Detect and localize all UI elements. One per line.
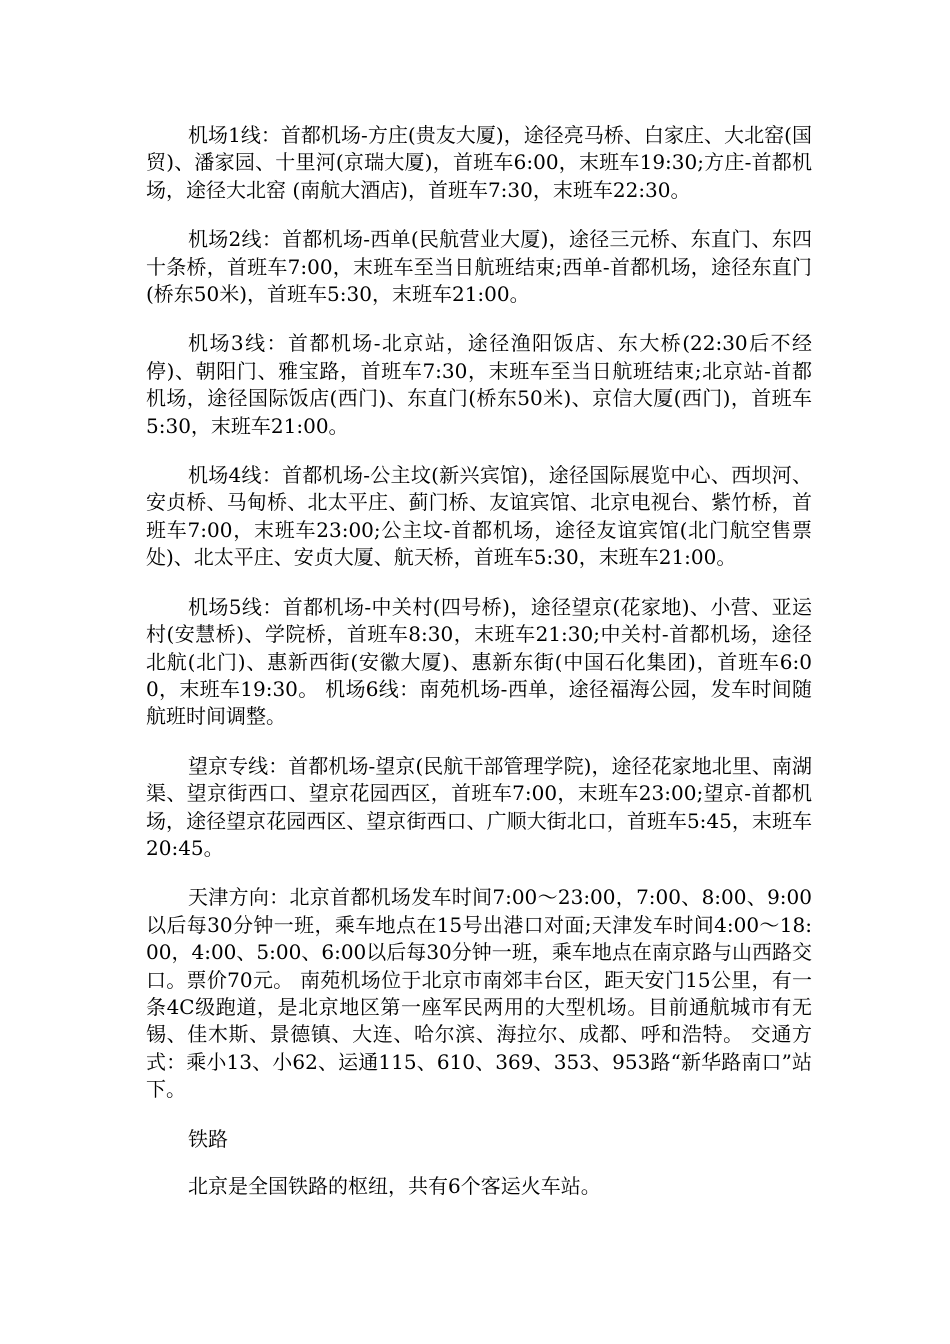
- paragraph-airport-line-3: 机场3线：首都机场-北京站，途径渔阳饭店、东大桥(22:30后不经停)、朝阳门、雅宝路，首班车7:30，末班车至当日航班结束;北京站-首都机场，途径国际饭店(西门)、东直门(桥东50米)、京信大厦(西门)，首班车5:30，末班车21:00。: [146, 331, 812, 438]
- paragraph-airport-line-5-6: 机场5线：首都机场-中关村(四号桥)，途径望京(花家地)、小营、亚运村(安慧桥)、学院桥，首班车8:30，末班车21:30;中关村-首都机场，途径北航(北门)、惠新西街(安徽大厦)、惠新东街(中国石化集团)，首班车6:00，末班车19:30。 机场6线：南苑机场-西单，途径福海公园，发车时间随航班时间调整。: [146, 594, 812, 729]
- paragraph-airport-line-2: 机场2线：首都机场-西单(民航营业大厦)，途径三元桥、东直门、东四十条桥，首班车7:00，末班车至当日航班结束;西单-首都机场，途径东直门(桥东50米)，首班车5:30，末班车21:00。: [146, 227, 812, 307]
- document-body: [146, 122, 812, 1220]
- paragraph-railway-intro: 北京是全国铁路的枢纽，共有6个客运火车站。: [188, 1174, 601, 1198]
- paragraph-tianjin-nanyuan: 天津方向：北京首都机场发车时间7:00～23:00，7:00、8:00、9:00以后每30分钟一班，乘车地点在15号出港口对面;天津发车时间4:00～18:00，4:00、5:00、6:00以后每30分钟一班，乘车地点在南京路与山西路交口。票价70元。 南苑机场位于北京市南郊丰台区，距天安门15公里，有一条4C级跑道，是北京地区第一座军民两用的大型机场。目前通航城市有无锡、佳木斯、景德镇、大连、哈尔滨、海拉尔、成都、呼和浩特。 交通方式：乘小13、小62、运通115、610、369、353、953路“新华路南口”站下。: [146, 885, 812, 1102]
- paragraph-airport-line-1: 机场1线：首都机场-方庄(贵友大厦)，途径亮马桥、白家庄、大北窑(国贸)、潘家园、十里河(京瑞大厦)，首班车6:00，末班车19:30;方庄-首都机场，途径大北窑 (南航大酒店)，首班车7:30，末班车22:30。: [146, 123, 812, 202]
- heading-railway: 铁路: [188, 1126, 228, 1151]
- paragraph-airport-line-4: 机场4线：首都机场-公主坟(新兴宾馆)，途径国际展览中心、西坝河、安贞桥、马甸桥、北太平庄、蓟门桥、友谊宾馆、北京电视台、紫竹桥，首班车7:00，末班车23:00;公主坟-首都机场，途径友谊宾馆(北门航空售票处)、北太平庄、安贞大厦、航天桥，首班车5:30，末班车21:00。: [146, 463, 812, 570]
- paragraph-wangjing-line: 望京专线：首都机场-望京(民航干部管理学院)，途径花家地北里、南湖渠、望京街西口、望京花园西区，首班车7:00，末班车23:00;望京-首都机场，途径望京花园西区、望京街西口、广顺大街北口，首班车5:45，末班车20:45。: [146, 753, 812, 860]
